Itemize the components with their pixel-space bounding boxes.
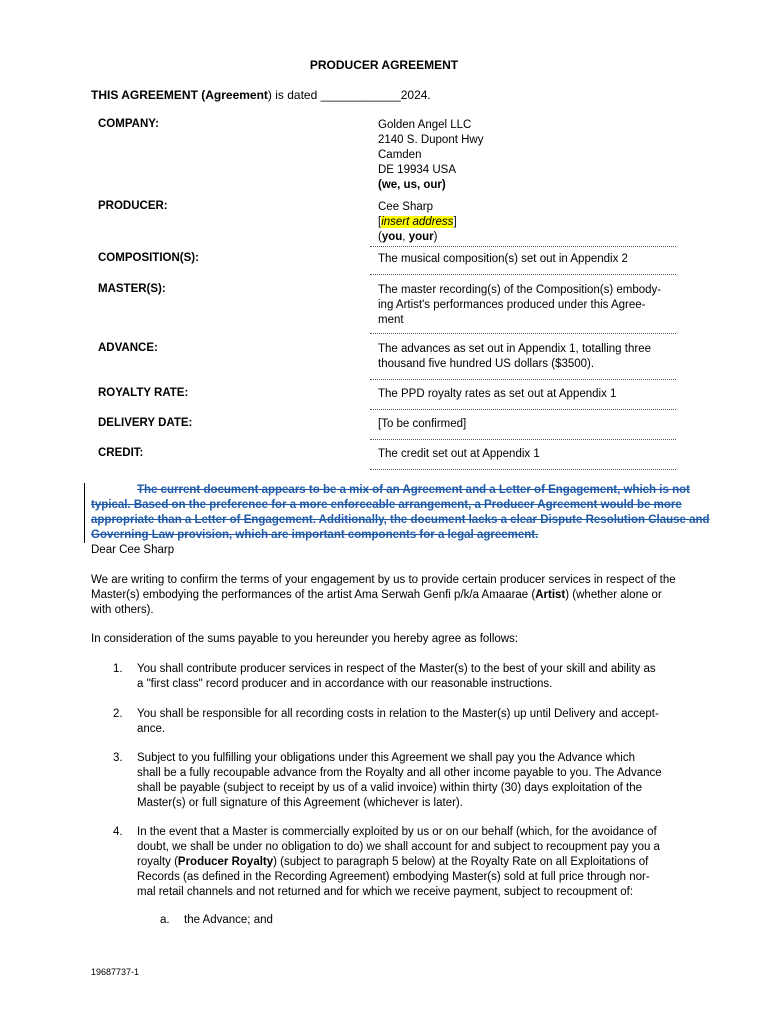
intro-paragraph [91,573,676,618]
company-defined-terms: (we, us, our) [378,179,446,191]
tracked-line: Governing Law provision, which are important components for a legal agreement. [91,529,539,541]
clause-line: shall be payable (subject to receipt by us of a valid invoice) within thirty (30) days exploitation of the [137,782,642,794]
document-reference-footer: 19687737-1 [91,967,140,977]
delivery-date-value: [To be confirmed] [378,418,467,430]
clause-line: mal retail channels and not returned and for which we receive payment, subject to recoupment of: [137,886,634,898]
company-line: Camden [378,149,422,161]
clause-line [137,855,678,870]
clause-line: In the event that a Master is commercially exploited by us or on our behalf (which, for the avoidance of [137,826,657,838]
producer-value [378,200,671,245]
clause-line: Subject to you fulfilling your obligations under this Agreement we shall pay you the Advance which [137,752,635,764]
date-blank[interactable]: ____________ [320,88,401,102]
defined-open: ( [378,231,382,243]
tracked-line: appropriate than a Letter of Engagement. Additionally, the document lacks a clear Dispute Resolution Clause and [91,514,710,526]
salutation: Dear Cee Sharp [91,544,175,556]
clause-line: shall be a fully recoupable advance from the Royalty and all other income payable to you. The Advance [137,767,662,779]
address-bracket-close: ] [453,216,457,228]
clause-text [137,751,678,811]
defined-your: your [408,231,434,243]
royalty-rate-label: ROYALTY RATE: [98,387,189,399]
composition-label: COMPOSITION(S): [98,252,199,264]
clause-text [137,662,678,692]
clause-text [137,825,678,900]
masters-line: The master recording(s) of the Composition(s) embody- [378,284,662,296]
subclause-number: a. [160,914,170,926]
clause-line: Records (as defined in the Recording Agreement) embodying Master(s) sold at full price through nor- [137,871,650,883]
document-title: PRODUCER AGREEMENT [309,58,459,72]
clause-number: 3. [113,752,123,764]
credit-value: The credit set out at Appendix 1 [378,448,540,460]
company-line: Golden Angel LLC [378,119,472,131]
tracked-line: typical. Based on the preference for a more enforceable arrangement, a Producer Agreement would be more [91,499,682,511]
composition-value: The musical composition(s) set out in Appendix 2 [378,253,628,265]
clause-number: 4. [113,826,123,838]
clause-number: 2. [113,708,123,720]
company-line: 2140 S. Dupont Hwy [378,134,484,146]
clause-line-suffix: ) (subject to paragraph 5 below) at the Royalty Rate on all Exploitations of [273,856,649,868]
row-divider [370,379,676,380]
dated-prefix: THIS AGREEMENT ( [91,88,206,102]
clause-number: 1. [113,663,123,675]
masters-label: MASTER(S): [98,283,166,295]
intro-line: We are writing to confirm the terms of your engagement by us to provide certain producer services in respect of the [91,574,676,586]
artist-term: Artist [535,589,566,601]
clause-line: a "first class" record producer and in accordance with our reasonable instructions. [137,678,553,690]
row-divider [370,274,676,275]
company-line: DE 19934 USA [378,164,456,176]
producer-royalty-term: Producer Royalty [177,856,274,868]
advance-value [378,342,671,372]
defined-close: ) [433,231,438,243]
delivery-date-label: DELIVERY DATE: [98,417,193,429]
clause-line-prefix: royalty ( [137,856,178,868]
row-divider [370,246,676,247]
address-placeholder[interactable]: insert address [381,216,454,228]
defined-sep: , [402,231,409,243]
agreement-term: Agreement [205,88,268,102]
clause-line: You shall contribute producer services in respect of the Master(s) to the best of your skill and ability as [137,663,656,675]
row-divider [370,409,676,410]
tracked-deletion-comment[interactable] [91,483,710,543]
producer-name: Cee Sharp [378,201,433,213]
row-divider [370,333,676,334]
producer-address[interactable] [378,215,671,230]
row-divider [370,469,676,470]
tracked-line: The current document appears to be a mix of an Agreement and a Letter of Engagement, which is not [137,484,690,496]
clause-line: You shall be responsible for all recording costs in relation to the Master(s) up until Delivery and accept- [137,708,659,720]
royalty-rate-value: The PPD royalty rates as set out at Appendix 1 [378,388,617,400]
intro-line-after: ) (whether alone or [565,589,662,601]
row-divider [370,439,676,440]
clause-text [137,707,678,737]
masters-line: ing Artist's performances produced under this Agree- [378,299,646,311]
intro-line [91,588,676,603]
intro-line-text: Master(s) embodying the performances of the artist Ama Serwah Genfi p/k/a Amaarae ( [91,589,536,601]
clause-line: ance. [137,723,166,735]
consideration-paragraph: In consideration of the sums payable to you hereunder you hereby agree as follows: [91,633,519,645]
defined-you: you [381,231,403,243]
company-value [378,118,671,193]
advance-line: The advances as set out in Appendix 1, totalling three [378,343,651,355]
masters-value [378,283,671,328]
dated-line [91,88,431,102]
clause-line: Master(s) or full signature of this Agreement (whichever is later). [137,797,463,809]
advance-line: thousand five hundred US dollars ($3500). [378,358,595,370]
intro-line: with others). [91,604,154,616]
dated-mid: ) is dated [267,88,321,102]
producer-label: PRODUCER: [98,200,168,212]
masters-line: ment [378,314,404,326]
address-bracket-open: [ [378,216,382,228]
clause-line: doubt, we shall be under no obligation to do) we shall account for and subject to recoupment pay you a [137,841,660,853]
subclause-text: the Advance; and [184,914,273,926]
dated-year: 2024. [400,88,431,102]
credit-label: CREDIT: [98,447,144,459]
producer-defined-terms [378,230,671,245]
change-bar [84,483,85,543]
advance-label: ADVANCE: [98,342,158,354]
company-label: COMPANY: [98,118,159,130]
